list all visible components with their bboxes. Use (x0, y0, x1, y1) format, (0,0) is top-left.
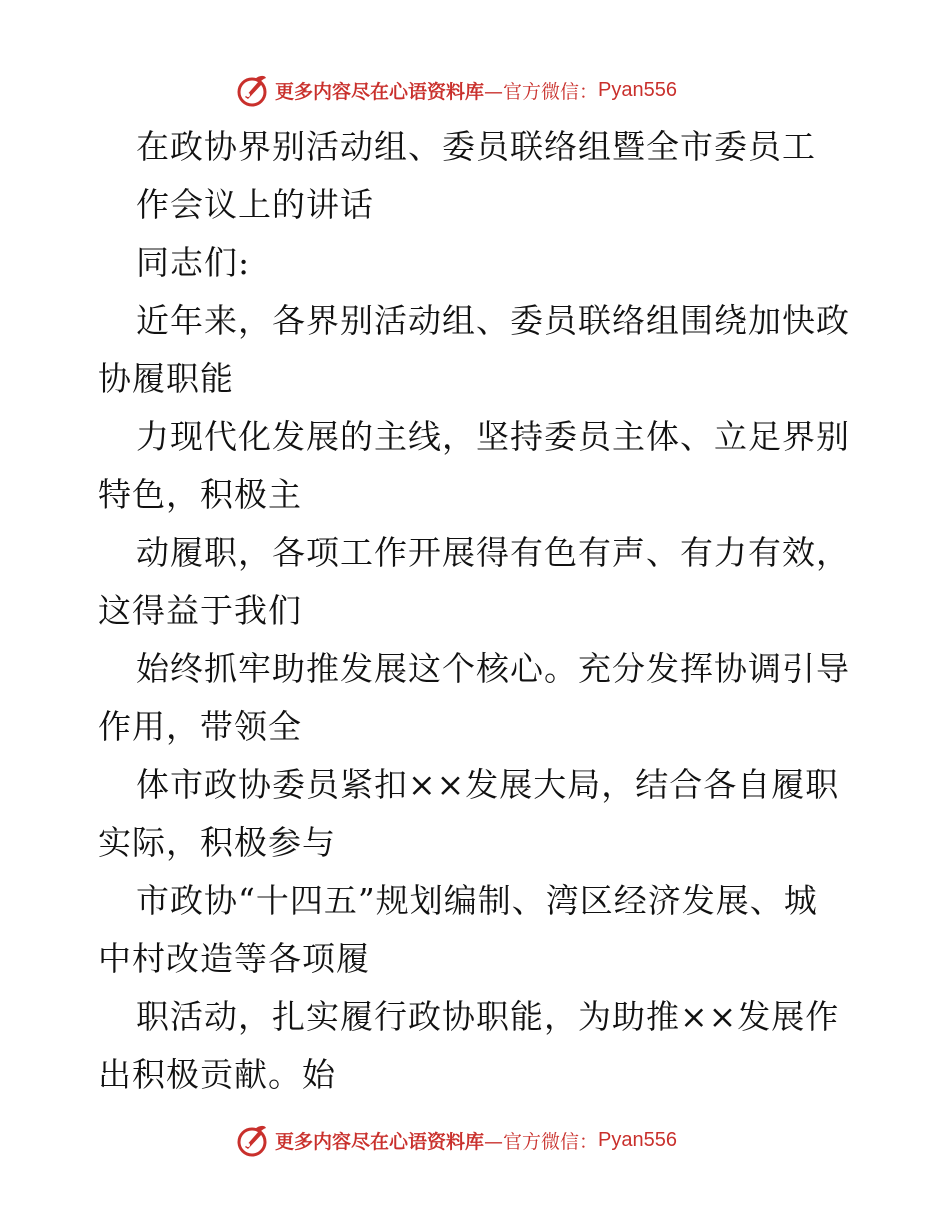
document-line: 力现代化发展的主线，坚持委员主体、立足界别 (136, 417, 850, 456)
footer-watermark (235, 1122, 677, 1158)
watermark-handle: Pyan556 (598, 1128, 677, 1151)
document-line: 特色，积极主 (98, 475, 302, 514)
document-line: 动履职，各项工作开展得有色有声、有力有效， (136, 533, 850, 572)
document-line: 这得益于我们 (98, 591, 302, 630)
document-line: 实际，积极参与 (98, 823, 336, 862)
document-line: 职活动，扎实履行政协职能，为助推××发展作 (136, 997, 840, 1036)
document-line: 作用，带领全 (98, 707, 302, 746)
document-line: 出积极贡献。始 (98, 1055, 336, 1094)
document-line: 市政协“十四五”规划编制、湾区经济发展、城 (136, 881, 818, 920)
quill-logo-icon (235, 1123, 269, 1157)
document-line: 在政协界别活动组、委员联络组暨全市委员工 (136, 127, 816, 166)
watermark-text: 更多内容尽在心语资料库 (275, 1130, 485, 1153)
watermark-handle: Pyan556 (598, 78, 677, 101)
header-watermark (235, 72, 677, 108)
watermark-separator: —官方微信： (484, 80, 599, 103)
document-line: 同志们: (136, 243, 251, 282)
document-line: 作会议上的讲话 (136, 185, 374, 224)
document-line: 体市政协委员紧扣××发展大局，结合各自履职 (136, 765, 840, 804)
watermark-text: 更多内容尽在心语资料库 (275, 80, 485, 103)
document-line: 协履职能 (98, 359, 234, 398)
quill-logo-icon (235, 73, 269, 107)
document-line: 中村改造等各项履 (98, 939, 370, 978)
document-line: 始终抓牢助推发展这个核心。充分发挥协调引导 (136, 649, 850, 688)
document-body (98, 118, 858, 1104)
watermark-separator: —官方微信： (484, 1130, 599, 1153)
document-line: 近年来，各界别活动组、委员联络组围绕加快政 (136, 301, 850, 340)
